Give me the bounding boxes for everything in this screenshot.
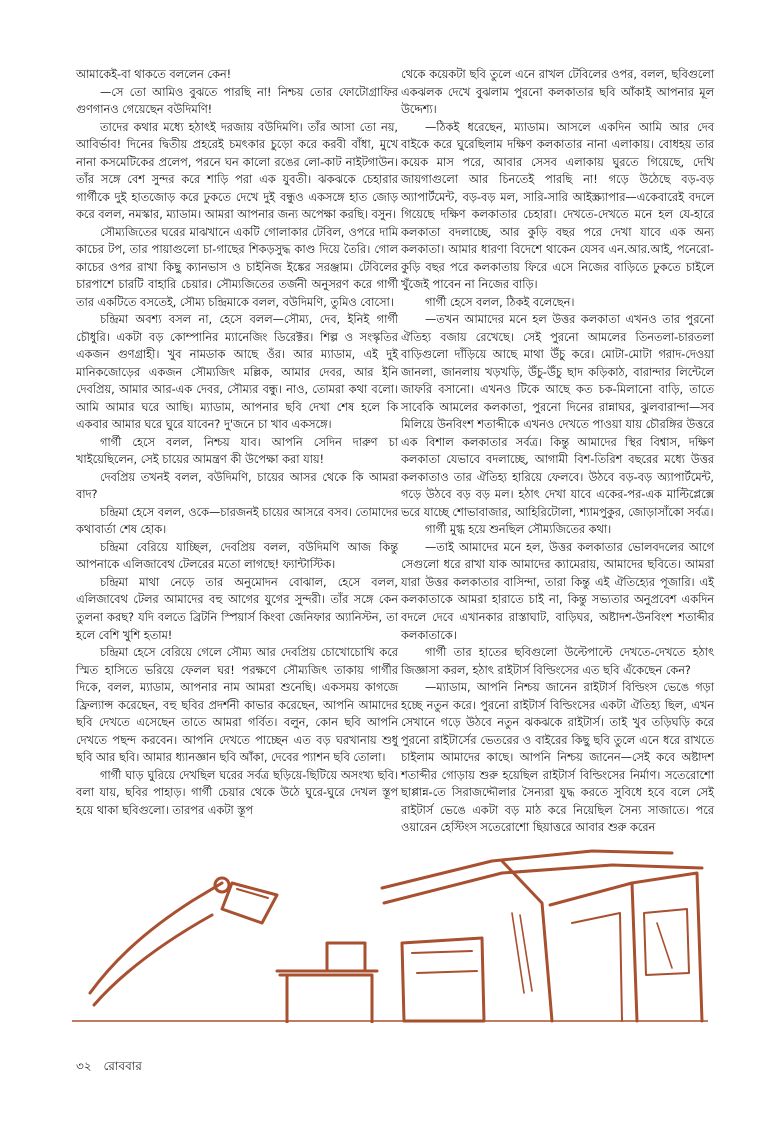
page-footer <box>76 1058 150 1078</box>
door-frame <box>550 883 637 1021</box>
side-table <box>280 975 372 1023</box>
floor-box-lines <box>412 951 477 973</box>
paragraph: দেবপ্রিয় তখনই বলল, বউদিমণি, চায়ের আসর থেকে কি আমরা বাদ? <box>76 470 398 502</box>
window-frame <box>644 909 689 975</box>
paragraph: তাদের কথার মধ্যে হঠাৎই দরজায় বউদিমণি। তাঁর আসা তো নয়, আবির্ভাব! দিনের দ্বিতীয় প্রহরেই চমৎকার চুড়ো করে করবী বাঁধা, মুখে নানা কসমেটিকের প্রলেপ, পরনে ঘন কালো রঙের লো-কাট নাইটগাউন। তাঁর সঙ্গে বেশ সুন্দর করে শাড়ি পরা এক যুবতী। ঝকঝকে চেহারার গার্গীকে দুই হাতজোড় করে ঢুকতে দেখে দুই বন্ধুও একসঙ্গে হাত জোড় করে বলল, নমস্কার, ম্যাডাম। আমরা আপনার জন্য অপেক্ষা করছি। বসুন। <box>76 120 398 222</box>
paragraph: চন্দ্রিমা বেরিয়ে যাচ্ছিল, দেবপ্রিয় বলল, বউদিমণি আজ কিন্তু আপনাকে এলিজাবেথ টেলরের মতো লাগছে! ফ্যান্টাস্টিক। <box>76 540 398 572</box>
page-number: ৩২ <box>76 1059 92 1073</box>
door-inner <box>572 913 622 1021</box>
paragraph: চন্দ্রিমা মাথা নেড়ে তার অনুমোদন বোঝাল, হেসে বলল, এলিজাবেথ টেলর আমাদের বহু আগের যুগের সুন্দরী। তাঁর সঙ্গে কেন তুলনা করছ? যদি বলতে ব্রিটনি স্পিয়ার্স কিংবা জেনিফার অ্যানিস্টন, তা হলে বেশি খুশি হতাম! <box>76 575 398 642</box>
ceiling-beam <box>502 861 552 1021</box>
ceiling-line-2 <box>384 865 702 903</box>
magazine-name: রোববার <box>103 1059 142 1073</box>
paragraph: —সে তো আমিও বুঝতে পারছি না! নিশ্চয় তোর ফোটোগ্রাফির গুণগানও গেয়েছেন বউদিমণি! <box>76 85 398 117</box>
paragraph: চন্দ্রিমা অবশ্য বসল না, হেসে বলল—সৌম্য, দেব, ইনিই গার্গী চৌধুরি। একটা বড় কোম্পানির ম্যানেজিং ডিরেক্টর। শিল্প ও সংস্কৃতির একজন গুণগ্রাহী। খুব নামডাক আছে ওঁর। আর ম্যাডাম, এই দুই মানিকজোড়ের একজন সৌম্যজিৎ মল্লিক, আমার দেবর, আর ইনি দেবপ্রিয়, আমার আর-এক দেবর, সৌম্যর বন্ধু। নাও, তোমরা কথা বলো। আমি আমার ঘরে আছি। ম্যাডাম, আপনার ছবি দেখা শেষ হলে কি একবার আমার ঘরে ঘুরে যাবেন? দু'জনে চা খাব একসঙ্গে। <box>76 313 398 432</box>
lamp-arm <box>90 883 222 993</box>
paragraph: গার্গী তার হাতের ছবিগুলো উল্টেপাল্টে দেখতে-দেখতে হঠাৎ জিজ্ঞাসা করল, হঠাৎ রাইটার্স বিল্ডিংসের এত ছবি এঁকেছেন কেন? <box>401 646 714 677</box>
paragraph: গার্গী মুগ্ধ হয়ে শুনছিল সৌম্যজিতের কথা। <box>425 523 612 537</box>
paragraph: গার্গী হেসে বলল, ঠিকই বলেছেন। <box>425 295 575 309</box>
paragraph: চন্দ্রিমা হেসে বেরিয়ে গেলে সৌম্য আর দেবপ্রিয় চোখোচোখি করে স্মিত হাসিতে ভরিয়ে ফেলল ঘর! পরক্ষণে সৌম্যজিৎ তাকায় গার্গীর দিকে, বলল, ম্যাডাম, আপনার নাম আমরা শুনেছি। একসময় কাগজে ফ্রিল্যান্স করেছেন, বহু ছবির প্রদর্শনী কাভার করেছেন, আপনি আমাদের ছবি দেখতে এসেছেন তাতে আমরা গর্বিত। বলুন, কোন ছবি আপনি দেখতে পছন্দ করবেন। আপনি দেখতে পাচ্ছেন এত বড় ঘরখানায় শুধু ছবি আর ছবি। আমার ধ্যানজ্ঞান ছবি আঁকা, দেবের প্যাশন ছবি তোলা। <box>76 646 398 765</box>
paragraph: —তখন আমাদের মনে হল উত্তর কলকাতা এখনও তার পুরনো ঐতিহ্য বজায় রেখেছে। সেই পুরনো আমলের তিনতলা-চারতলা বাড়িগুলো দাঁড়িয়ে আছে মাথা উঁচু করে। মোটা-মোটা গরাদ-দেওয়া জানলা, জানলায় খড়খড়ি, উঁচু-উঁচু ছাদ কড়িকাঠ, বারান্দার লিন্টেলে জাফরি বসানো। এখনও টিকে আছে কত চক-মিলানো বাড়ি, তাতে সাবেকি আমলের কলকাতা, পুরনো দিনের রান্নাঘর, ঝুলবারান্দা—সব মিলিয়ে উনবিংশ শতাব্দীকে এখনও দেখতে পাওয়া যায় চৌরঙ্গির উত্তরে এক বিশাল কলকাতার সর্বত্র। কিন্তু আমাদের স্থির বিশ্বাস, দক্ষিণ কলকাতা যেভাবে বদলাচ্ছে, আগামী বিশ-তিরিশ বছরের মধ্যে উত্তর কলকাতাও তার ঐতিহ্য হারিয়ে ফেলবে। উঠবে বড়-বড় অ্যাপার্টমেন্ট, গড়ে উঠবে বড় বড় মল। হঠাৎ দেখা যাবে একের-পর-এক মাল্টিপ্লেক্সে ভরে যাচ্ছে শোভাবাজার, আহিরিটোলা, শ্যামপুকুর, জোড়াসাঁকো সর্বত্র। <box>401 313 714 519</box>
sketch-hatching <box>512 913 672 993</box>
paragraph: —ম্যাডাম, আপনি নিশ্চয় জানেন রাইটার্স বিল্ডিংস ভেঙে গড়া হচ্ছে নতুন করে। পুরনো রাইটার্স বিল্ডিংসের একটা ঐতিহ্য ছিল, এখন সেখানে গড়ে উঠবে নতুন ঝকঝকে রাইটার্স। তাই খুব তড়িঘড়ি করে পুরনো রাইটার্সের ভেতরের ও বাইরের কিছু ছবি তুলে এনে ধরে রাখতে চাইলাম আমাদের কাছে। আপনি নিশ্চয় জানেন—সেই কবে অষ্টাদশ শতাব্দীর গোড়ায় শুরু হয়েছিল রাইটার্স বিল্ডিংসের নির্মাণ। সতেরোশো ছাপ্পান্ন-তে সিরাজদ্দৌলার সৈন্যরা যুদ্ধ করতে সুবিধে হবে বলে সেই রাইটার্স ভেঙে একটা বড় মাঠ করে নিয়েছিল সৈন্য সাজাতে। পরে ওয়ারেন হেস্টিংস সতেরোশো ছিয়াত্তরে আবার শুরু করেন <box>401 681 714 835</box>
paragraph: চন্দ্রিমা হেসে বলল, ওকে—চারজনই চায়ের আসরে বসব। তোমাদের কথাবার্তা শেষ হোক। <box>76 505 398 537</box>
paragraph: সৌম্যজিতের ঘরের মাঝখানে একটি গোলাকার টেবিল, ওপরে দামি কাচের টপ, তার পায়াগুলো চা-গাছের শিকড়সুদ্ধ কাণ্ড দিয়ে তৈরি। গোল কাচের ওপর রাখা কিছু ক্যানভাস ও চাইনিজ ইঙ্কের সরঞ্জাম। টেবিলের চারপাশে চারটি বাহারি চেয়ার। সৌম্যজিতের তর্জনী অনুসরণ করে গার্গী তার একটিতে বসতেই, সৌম্য চন্দ্রিমাকে বলল, বউদিমণি, তুমিও বোসো। <box>76 225 398 309</box>
paragraph: আমাকেই-বা থাকতে বললেন কেন! <box>76 68 232 81</box>
paragraph: থেকে কয়েকটা ছবি তুলে এনে রাখল টেবিলের ওপর, বলল, ছবিগুলো একঝলক দেখে বুঝলাম পুরনো কলকাতার ছবি আঁকাই আপনার মূল উদ্দেশ্য। <box>401 68 714 117</box>
paragraph: —তাই আমাদের মনে হল, উত্তর কলকাতার ভোলবদলের আগে সেগুলো ধরে রাখা যাক আমাদের ক্যামেরায়, আমাদের ছবিতে। আমরা যারা উত্তর কলকাতার বাসিন্দা, তারা কিন্তু এই ঐতিহ্যের পূজারি। এই কলকাতাকে আমরা হারাতে চাই না, কিন্তু সভ্যতার অনুপ্রবেশ একদিন বদলে দেবে এখানকার রাস্তাঘাট, বাড়িঘর, অষ্টাদশ-উনবিংশ শতাব্দীর কলকাতাকে। <box>401 540 714 642</box>
room-sketch-illustration <box>72 843 708 1023</box>
paragraph: গার্গী হেসে বলল, নিশ্চয় যাব। আপনি সেদিন দারুণ চা খাইয়েছিলেন, সেই চায়ের আমন্ত্রণ কী উপেক্ষা করা যায়! <box>76 435 398 467</box>
paragraph: গার্গী ঘাড় ঘুরিয়ে দেখছিল ঘরের সর্বত্র ছড়িয়ে-ছিটিয়ে অসংখ্য ছবি। বলা যায়, ছবির পাহাড়। গার্গী চেয়ার থেকে উঠে ঘুরে-ঘুরে দেখল স্তূপ হয়ে থাকা ছবিগুলো। তারপর একটা স্তূপ <box>76 768 398 817</box>
corridor-lines <box>632 873 702 1021</box>
small-box <box>327 943 365 971</box>
left-column <box>76 66 398 819</box>
right-column <box>401 66 714 837</box>
lamp-shade <box>222 883 277 923</box>
paragraph: —ঠিকই ধরেছেন, ম্যাডাম। আসলে একদিন আমি আর দেব বাইকে করে ঘুরেছিলাম দক্ষিণ কলকাতার নানা এলাকায়। বোধহয় তার কয়েক মাস পরে, আবার সেসব এলাকায় ঘুরতে গিয়েছে, দেখি জায়গাগুলো আর চিনতেই পারছি না! গড়ে উঠেছে বড়-বড় অ্যাপার্টমেন্ট, বড়-বড় মল, সারি-সারি আইস্ক্র্যাপার—একেবারেই বদলে গিয়েছে দক্ষিণ কলকাতার চেহারা। দেখতে-দেখতে মনে হল যে-হারে কলকাতা বদলাচ্ছে, আর কুড়ি বছর পরে দেখা যাবে এক অন্য কলকাতা। আমার ধারণা বিদেশে থাকেন যেসব এন.আর.আই, পনেরো-কুড়ি বছর পরে কলকাতায় ফিরে এসে নিজের বাড়িতে ঢুকতে চাইলে খুঁজেই পাবেন না নিজের বাড়ি। <box>401 120 714 292</box>
